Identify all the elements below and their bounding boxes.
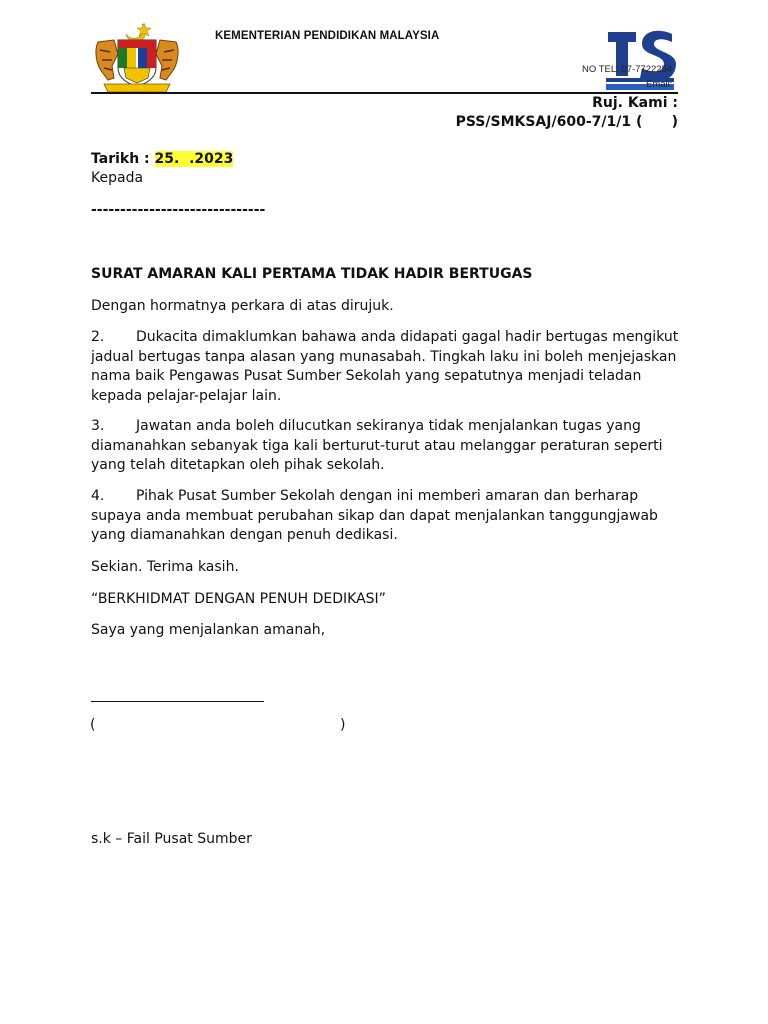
paragraph-text: Dukacita dimaklumkan bahawa anda didapati gagal hadir bertugas mengikut jadual bertugas tanpa alasan yang munasabah. Tingkah laku ini boleh menjejaskan nama baik Pengawas Pusat Sumber Sekolah yang sepatutnya menjadi teladan kepada pelajar-pelajar lain.	[91, 329, 679, 404]
coat-of-arms-logo	[92, 20, 182, 96]
reference-number: PSS/SMKSAJ/600-7/1/1 ( )	[455, 114, 678, 130]
letter-subject: SURAT AMARAN KALI PERTAMA TIDAK HADIR BERTUGAS	[91, 266, 533, 282]
paragraph-number: 4.	[91, 488, 105, 504]
recipient-placeholder: ------------------------------	[91, 202, 266, 218]
carbon-copy: s.k – Fail Pusat Sumber	[91, 831, 252, 847]
paragraph-number: 2.	[91, 329, 105, 345]
closing-sentence: Sekian. Terima kasih.	[91, 559, 239, 575]
ministry-name: KEMENTERIAN PENDIDIKAN MALAYSIA	[215, 30, 440, 42]
email-label: Email:	[646, 79, 673, 90]
signature-name-open-paren: (	[90, 717, 96, 733]
paragraph-number: 3.	[91, 418, 105, 434]
paragraph-text: Pihak Pusat Sumber Sekolah dengan ini memberi amaran dan berharap supaya anda membuat perubahan sikap dan dapat menjalankan tanggungjawab yang diamanahkan dengan penuh dedikasi.	[91, 488, 658, 543]
date-value: 25. .2023	[154, 151, 234, 167]
paragraph-4	[91, 487, 681, 546]
signature-line	[91, 701, 264, 702]
letterhead-divider	[91, 92, 678, 94]
paragraph-2	[91, 328, 681, 406]
recipient-label: Kepada	[91, 170, 144, 186]
paragraph-text: Jawatan anda boleh dilucutkan sekiranya tidak menjalankan tugas yang diamanahkan sebanyak tiga kali berturut-turut atau melanggar peraturan seperti yang telah ditetapkan oleh pihak sekolah.	[91, 418, 663, 473]
reference-label: Ruj. Kami :	[592, 95, 678, 111]
date-line	[91, 150, 681, 170]
opening-sentence: Dengan hormatnya perkara di atas dirujuk.	[91, 298, 394, 314]
signature-name-close-paren: )	[340, 717, 346, 733]
date-label: Tarikh :	[91, 151, 155, 167]
paragraph-3	[91, 417, 681, 476]
telephone-number: NO TEL: 07-7722254	[582, 64, 673, 75]
motto: “BERKHIDMAT DENGAN PENUH DEDIKASI”	[91, 591, 386, 607]
sign-off: Saya yang menjalankan amanah,	[91, 622, 326, 638]
